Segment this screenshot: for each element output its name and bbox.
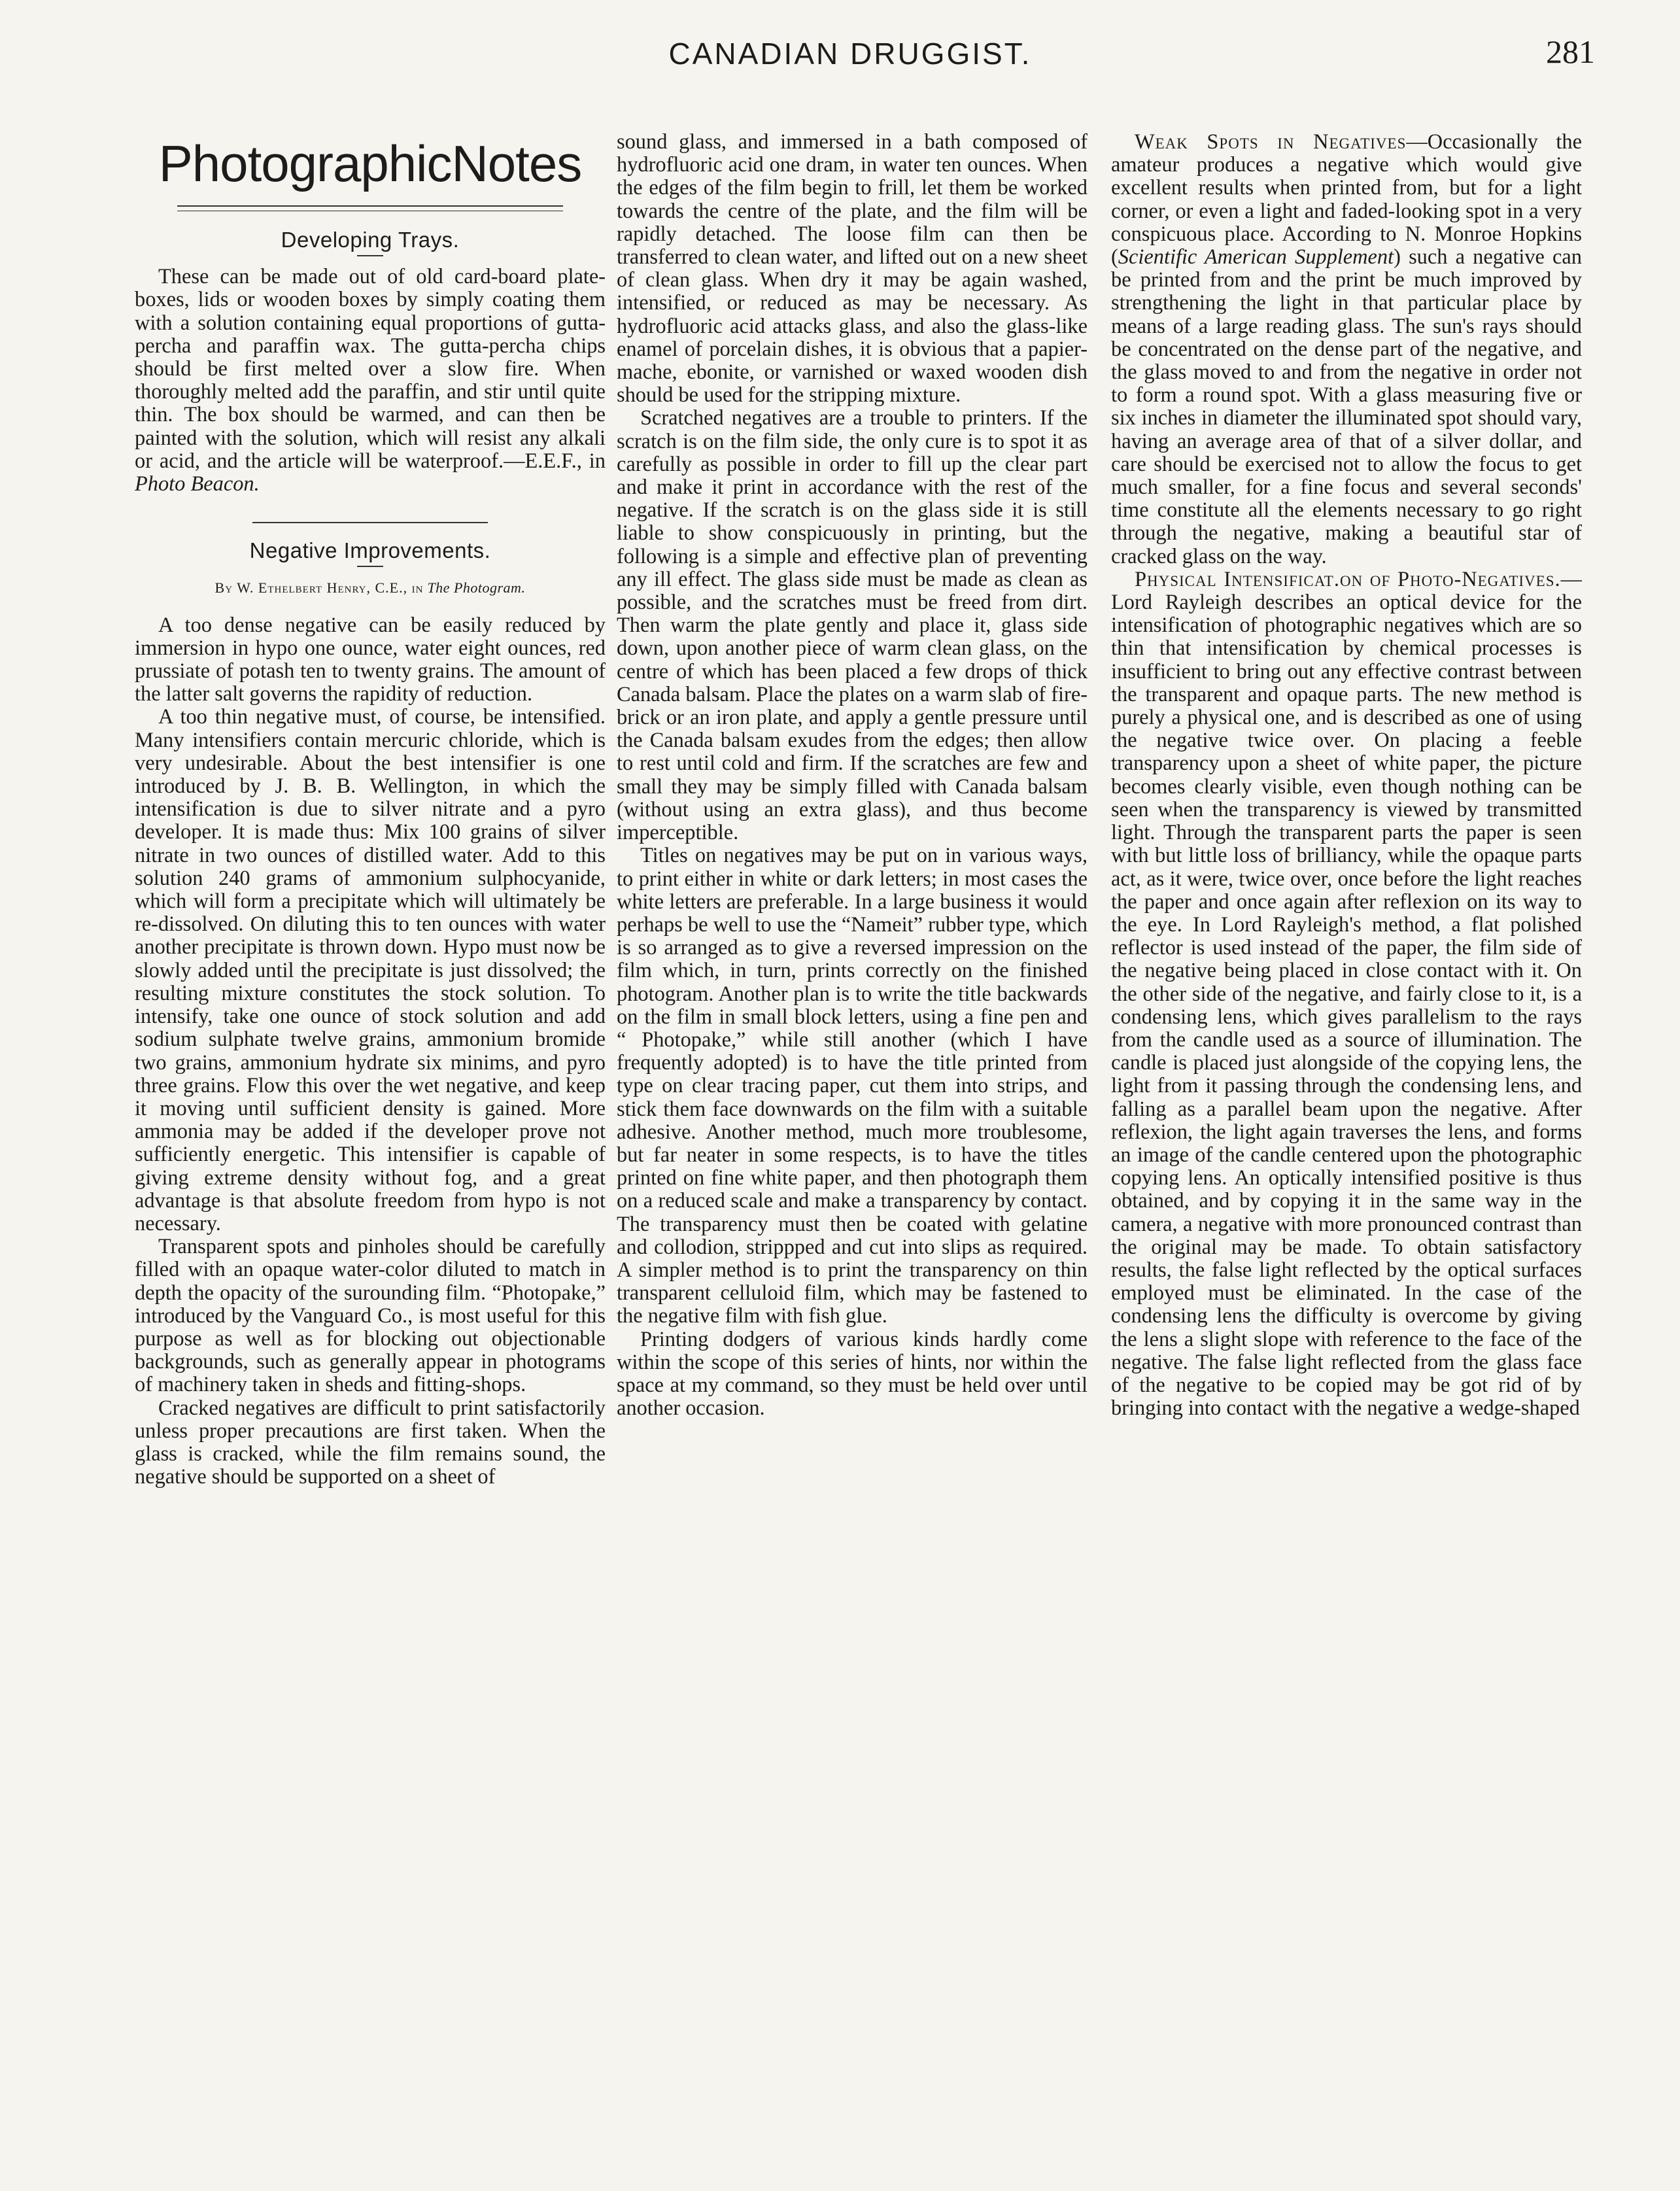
section-divider	[252, 522, 488, 523]
paragraph: A too thin negative must, of course, be intensified. Many intensifiers contain mercuric chloride, which is very undesirable. About the best intensifier is one introduced by J. B. B. Wellington, in which the intensification is due to silver nitrate and a pyro developer. It is made thus: Mix 100 grains of silver nitrate in two ounces of distilled water. Add to this solution 240 grams of ammonium sulphocyanide, which will form a precipitate which will ultimately be re-dissolved. On diluting this to ten ounces with water another precipitate is thrown down. Hypo must now be slowly added until the precipitate is just dissolved; the resulting mixture constitutes the stock solution. To intensify, take one ounce of stock solution and add sodium sulphate twelve grains, ammonium bromide two grains, ammonium hydrate six minims, and pyro three grains. Flow this over the wet negative, and keep it moving until sufficient density is gained. More ammonia may be added if the developer prove not sufficiently energetic. This intensifier is capable of giving extreme density without fog, and a great advantage is that absolute freedom from hypo is not necessary.	[135, 705, 606, 1235]
paragraph: Transparent spots and pinholes should be carefully filled with an opaque water-color diluted to match in depth the opacity of the surounding film. “Photopake,” introduced by the Vanguard Co., is most useful for this purpose as well as for blocking out objectionable backgrounds, such as generally appear in photograms of machinery taken in sheds and fitting-shops.	[135, 1235, 606, 1397]
byline-author: By W. Ethelbert Henry, C.E., in	[214, 579, 424, 596]
page-header	[0, 0, 1680, 98]
paragraph: Printing dodgers of various kinds hardly come within the scope of this series of hints, nor within the space at my command, so they must be held over until another occasion.	[617, 1327, 1088, 1421]
heading-dash	[357, 255, 383, 256]
column-2	[617, 131, 1088, 2145]
physical-body: —Lord Rayleigh describes an optical device for the intensification of photographic negatives which are so thin that intensification by chemical processes is insufficient to bring out any effective contrast between the transparent and opaque parts. The new method is purely a physical one, and is described as one of using the negative twice over. On placing a feeble transparency upon a sheet of white paper, the picture becomes clearly visible, even though nothing can be seen when the transparency is viewed by transmitted light. Through the transparent parts the paper is seen with but little loss of brilliancy, while the opaque parts act, as it were, twice over, once before the light reaches the paper and once again after reflexion on its way to the eye. In Lord Rayleigh's method, a flat polished reflector is used instead of the paper, the film side of the negative being placed in close contact with it. On the other side of the negative, and fairly close to it, is a condensing lens, which gives parallelism to the rays from the candle used as a source of illumination. The candle is placed just alongside of the copying lens, the light from it passing through the condensing lens, and falling as a parallel beam upon the negative. After reflexion, the light again traverses the lens, and forms an image of the candle centered upon the photographic copying lens. An optically intensified positive is thus obtained, and by copying it in the same way in the camera, a negative with more pronounced contrast than the original may be made. To obtain satisfactory results, the false light reflected by the optical surfaces employed must be eliminated. In the case of the condensing lens the difficulty is overcome by giving the lens a slight slope with reference to the face of the negative. The false light reflected from the glass face of the negative to be copied may be got rid of by bringing into contact with the negative a wedge-shaped	[1111, 567, 1582, 1421]
title-rule	[177, 205, 563, 211]
weak-spots-body-b: ) such a negative can be printed from and the print be much improved by strengthening the light in that particular place by means of a large reading glass. The sun's rays should be concentrated on the dense part of the negative, and the glass moved to and from the negative in order not to form a round spot. With a glass measuring five or six inches in diameter the illuminated spot should vary, having an average area of that of a silver dollar, and care should be exercised not to allow the focus to get much smaller, for a fine focus and several seconds' time constitute all the elements necessary to go right through the negative, making a beautiful star of cracked glass on the way.	[1111, 245, 1582, 568]
developing-trays-source: Photo Beacon.	[135, 472, 260, 496]
section-title: PhotographicNotes	[158, 135, 582, 192]
column-1	[135, 131, 606, 2145]
heading-negative-improvements: Negative Improvements.	[249, 538, 491, 563]
running-head: CANADIAN DRUGGIST.	[668, 37, 1032, 71]
weak-spots-source: Scientific American Supplement	[1118, 245, 1394, 269]
paragraph: Cracked negatives are difficult to print satisfactorily unless proper precautions are first taken. When the glass is cracked, while the film remains sound, the negative should be supported on a sheet of	[135, 1396, 606, 1489]
paragraph-physical-intensification	[1111, 568, 1582, 1421]
page-number: 281	[1546, 33, 1595, 70]
heading-developing-trays: Developing Trays.	[281, 228, 460, 252]
byline-source: The Photogram.	[427, 579, 526, 596]
developing-trays-body: These can be made out of old card-board plate-boxes, lids or wooden boxes by simply coating them with a solution containing equal proportions of gutta-percha and paraffin wax. The gutta-percha chips should be first melted over a slow fire. When thoroughly melted add the paraffin, and stir until quite thin. The box should be warmed, and can then be painted with the solution, which will resist any alkali or acid, and the article will be waterproof.—E.E.F., in	[135, 265, 606, 473]
weak-spots-lead: Weak Spots in Negatives	[1135, 131, 1407, 154]
physical-lead: Physical Intensificat.on of Photo-Negatives.	[1135, 567, 1561, 591]
paragraph: Titles on negatives may be put on in various ways, to print either in white or dark letters; in most cases the white letters are preferable. In a large business it would perhaps be well to use the “Nameit” rubber type, which is so arranged as to give a reversed impression on the film which, in turn, prints correctly on the finished photogram. Another plan is to write the title backwards on the film in small block letters, using a fine pen and “ Photopake,” while still another (which I have frequently adopted) is to have the title printed from type on clear tracing paper, cut them into strips, and stick them face downwards on the film with a suitable adhesive. Another method, much more troublesome, but far neater in some respects, is to have the titles printed on fine white paper, and then photograph them on a reduced scale and make a transparency by contact. The transparency must then be coated with gelatine and collodion, strippped and cut into slips as required. A simpler method is to print the transparency on thin transparent celluloid film, which may be fastened to the negative film with fish glue.	[617, 844, 1088, 1328]
weak-spots-body-a: —Occasionally the amateur produces a negative which would give excellent results when printed from, but for a light corner, or even a light and faded-looking spot in a very conspicuous place. According to N. Monroe Hopkins (	[1111, 131, 1582, 269]
paragraph: sound glass, and immersed in a bath composed of hydrofluoric acid one dram, in water ten ounces. When the edges of the film begin to frill, let them be worked towards the centre of the plate, and the film will be rapidly detached. The loose film can then be transferred to clean water, and lifted out on a new sheet of clean glass. When dry it may be again washed, intensified, or reduced as may be necessary. As hydrofluoric acid attacks glass, and also the glass-like enamel of porcelain dishes, it is obvious that a papier-mache, ebonite, or varnished or waxed wooden dish should be used for the stripping mixture.	[617, 131, 1088, 407]
paragraph: Scratched negatives are a trouble to printers. If the scratch is on the film side, the only cure is to spot it as carefully as possible in order to fill up the clear part and make it print in accordance with the rest of the negative. If the scratch is on the glass side it is still liable to show conspicuously in printing, but the following is a simple and effective plan of preventing any ill effect. The glass side must be made as clean as possible, and the scratches must be freed from dirt. Then warm the plate gently and place it, glass side down, upon another piece of warm clean glass, on the centre of which has been placed a few drops of thick Canada balsam. Place the plates on a warm slab of fire-brick or an iron plate, and apply a gentle pressure until the Canada balsam exudes from the edges; then allow to rest until cold and firm. If the scratches are few and small they may be simply filled with Canada balsam (without using an extra glass), and thus become imperceptible.	[617, 406, 1088, 845]
paragraph-weak-spots	[1111, 131, 1582, 568]
column-3	[1111, 131, 1582, 2145]
paragraph: A too dense negative can be easily reduced by immersion in hypo one ounce, water eight ounces, red prussiate of potash ten to twenty grains. The amount of the latter salt governs the rapidity of reduction.	[135, 613, 606, 706]
heading-dash	[357, 566, 383, 567]
byline	[135, 576, 606, 599]
paragraph-developing-trays	[135, 266, 606, 496]
